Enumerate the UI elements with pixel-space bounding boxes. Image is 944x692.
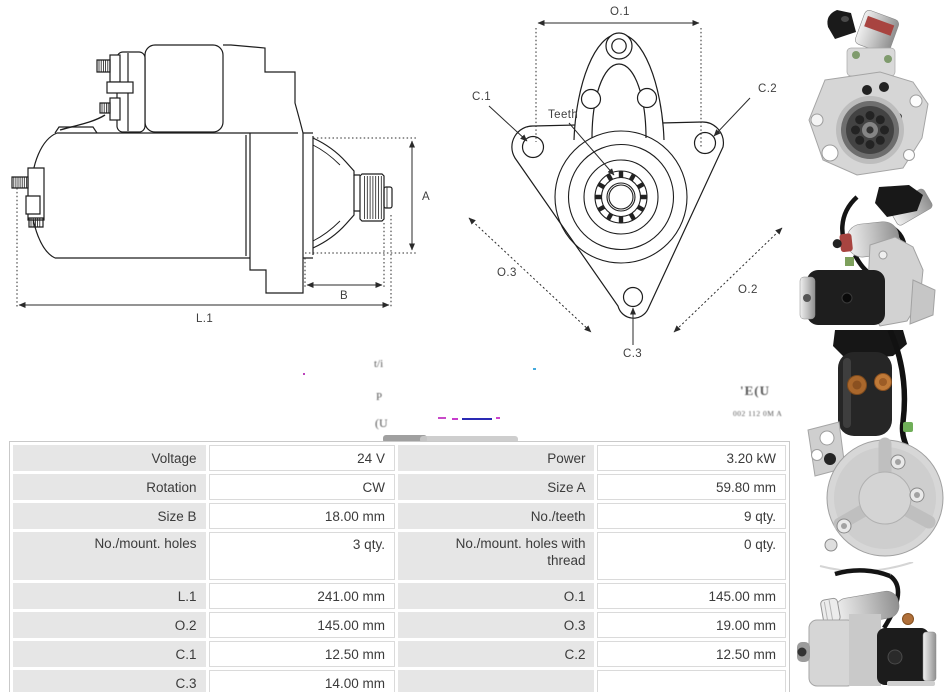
table-row bbox=[13, 670, 786, 692]
spec-value: 3 qty. bbox=[209, 532, 395, 580]
dim-label-o1: O.1 bbox=[610, 6, 630, 18]
teeth-label: Teeth bbox=[548, 109, 579, 121]
front-view-flange bbox=[512, 33, 724, 318]
side-view-outline bbox=[12, 45, 392, 293]
spec-value: 9 qty. bbox=[597, 503, 786, 529]
photo4-flange bbox=[809, 620, 855, 686]
spec-value: CW bbox=[209, 474, 395, 500]
photo1-gear-cluster bbox=[836, 96, 904, 164]
spec-value: 24 V bbox=[209, 445, 395, 471]
photo4-through-bolt bbox=[887, 681, 935, 686]
table-row bbox=[13, 641, 786, 667]
dim-label-c1: C.1 bbox=[472, 91, 492, 103]
spec-label: C.2 bbox=[398, 641, 595, 667]
table-row bbox=[13, 612, 786, 638]
spec-table bbox=[9, 441, 790, 692]
spec-value: 145.00 mm bbox=[597, 583, 786, 609]
photo4-motor-body bbox=[877, 628, 929, 685]
dim-label-c3: C.3 bbox=[623, 348, 643, 360]
dim-label-o3: O.3 bbox=[497, 267, 517, 279]
product-photo-rear[interactable] bbox=[795, 330, 944, 562]
spec-value: 12.50 mm bbox=[597, 641, 786, 667]
spec-value: 241.00 mm bbox=[209, 583, 395, 609]
side-view-dimension-lines bbox=[17, 138, 418, 307]
dim-label-b: B bbox=[340, 290, 349, 302]
spec-label: O.2 bbox=[13, 612, 206, 638]
dim-label-c2: C.2 bbox=[758, 83, 778, 95]
spec-value: 12.50 mm bbox=[209, 641, 395, 667]
technical-drawing-front-view bbox=[445, 0, 795, 365]
artifact-speck bbox=[496, 417, 500, 419]
table-row bbox=[13, 445, 786, 471]
photo1-black-bracket bbox=[827, 10, 856, 39]
spec-value: 14.00 mm bbox=[209, 670, 395, 692]
stamp-glyph-mid: P bbox=[376, 391, 383, 403]
photo3-green-tip bbox=[903, 422, 913, 432]
photo2-nose bbox=[910, 280, 935, 324]
photo2-green-wire bbox=[845, 257, 854, 266]
artifact-speck bbox=[452, 418, 458, 420]
spec-label: C.3 bbox=[13, 670, 206, 692]
spec-label: No./mount. holes with thread bbox=[398, 532, 595, 580]
spec-value: 3.20 kW bbox=[597, 445, 786, 471]
artifact-speck bbox=[438, 417, 446, 419]
artifact-speck bbox=[303, 373, 305, 375]
spec-label bbox=[398, 670, 595, 692]
spec-value: 19.00 mm bbox=[597, 612, 786, 638]
spec-label: Size A bbox=[398, 474, 595, 500]
photo4-center-bracket bbox=[849, 614, 881, 686]
table-row bbox=[13, 532, 786, 580]
spec-label: Size B bbox=[13, 503, 206, 529]
stamp-glyph-top: t/i bbox=[374, 358, 384, 370]
stamp-code: 002 112 0M A bbox=[733, 409, 783, 418]
spec-value: 18.00 mm bbox=[209, 503, 395, 529]
photo4-copper-terminal bbox=[903, 614, 914, 625]
photo3-solenoid bbox=[838, 352, 892, 436]
dim-label-o2: O.2 bbox=[738, 284, 758, 296]
table-row bbox=[13, 474, 786, 500]
stamp-mark: 'E(U bbox=[740, 383, 770, 398]
spec-label: O.1 bbox=[398, 583, 595, 609]
spec-label: No./mount. holes bbox=[13, 532, 206, 580]
dim-label-a: A bbox=[422, 191, 431, 203]
table-row bbox=[13, 583, 786, 609]
spec-value bbox=[597, 670, 786, 692]
spec-label: Power bbox=[398, 445, 595, 471]
spec-value: 0 qty. bbox=[597, 532, 786, 580]
spec-label: L.1 bbox=[13, 583, 206, 609]
stamp-glyph-bottom: (U bbox=[375, 416, 388, 430]
table-row bbox=[13, 503, 786, 529]
spec-label: O.3 bbox=[398, 612, 595, 638]
artifact-speck bbox=[533, 368, 536, 370]
spec-label: No./teeth bbox=[398, 503, 595, 529]
spec-label: Rotation bbox=[13, 474, 206, 500]
spec-label: Voltage bbox=[13, 445, 206, 471]
artifact-speck bbox=[462, 418, 492, 420]
technical-drawing-side-view bbox=[10, 5, 440, 350]
spec-value: 145.00 mm bbox=[209, 612, 395, 638]
product-photo-angled[interactable] bbox=[795, 562, 944, 692]
spec-value: 59.80 mm bbox=[597, 474, 786, 500]
spec-label: C.1 bbox=[13, 641, 206, 667]
product-photo-side[interactable] bbox=[795, 185, 944, 330]
dim-label-l1: L.1 bbox=[196, 313, 214, 325]
product-photo-front[interactable] bbox=[795, 2, 944, 183]
